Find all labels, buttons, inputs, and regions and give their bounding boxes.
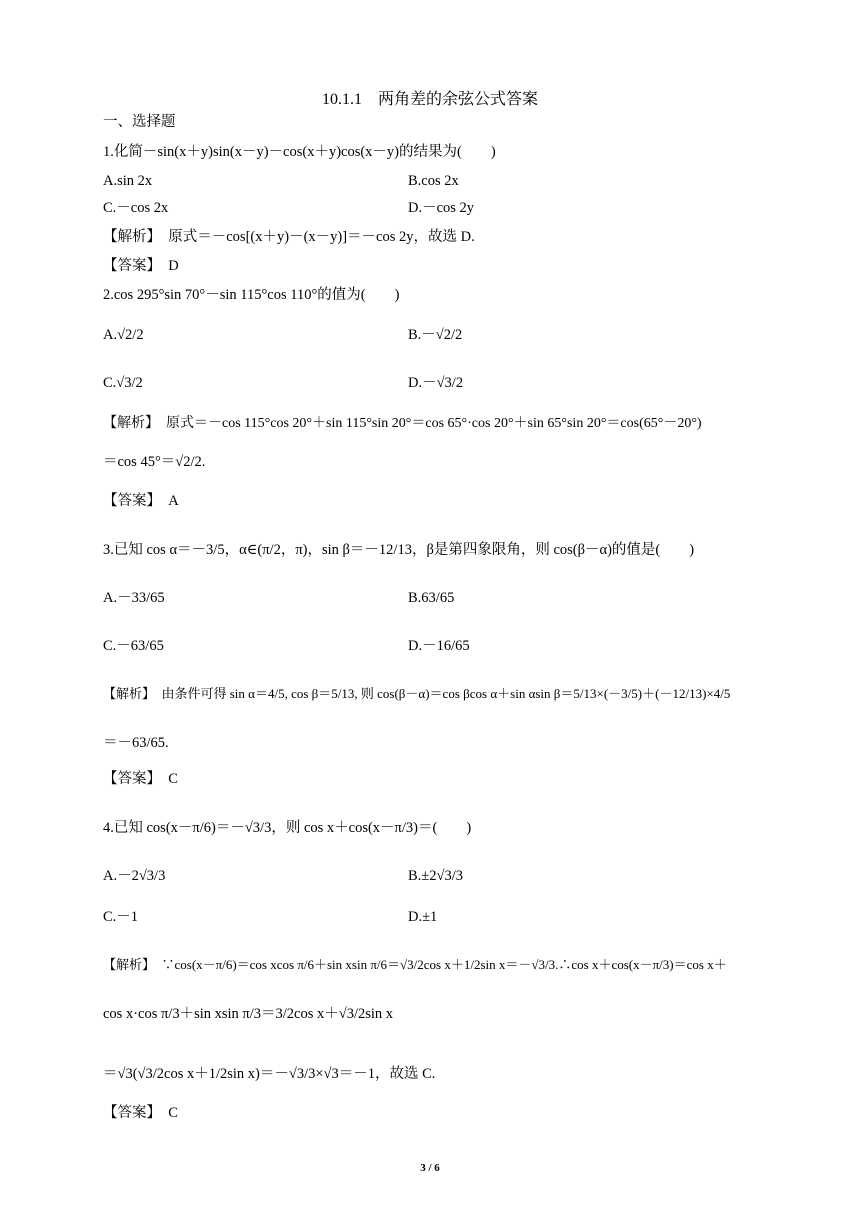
q2-analysis-line2: ＝cos 45°＝√2/2. (103, 454, 206, 470)
q2-answer: 【答案】 A (103, 493, 179, 509)
page-number: 3 / 6 (420, 1162, 440, 1174)
q2-stem: 2.cos 295°sin 70°－sin 115°cos 110°的值为( ) (103, 287, 400, 303)
page-title: 10.1.1 两角差的余弦公式答案 (321, 91, 538, 108)
q4-answer: 【答案】 C (103, 1105, 178, 1121)
q1-answer: 【答案】 D (103, 258, 179, 274)
q2-option-a: A.√2/2 (103, 327, 144, 343)
q4-option-d: D.±1 (408, 909, 438, 925)
q3-option-c: C.－63/65 (103, 638, 164, 654)
q4-analysis-line1: 【解析】 ∵cos(x－π/6)＝cos xcos π/6＋sin xsin π/6＝√3/2cos x＋1/2sin x＝－√3/3.∴cos x＋cos(x－π/3)＝cos x＋ (103, 957, 727, 972)
q2-option-c: C.√3/2 (103, 375, 143, 391)
section-heading: 一、选择题 (103, 114, 176, 130)
q3-option-b: B.63/65 (408, 590, 455, 606)
q4-option-b: B.±2√3/3 (408, 868, 463, 884)
q3-analysis-line1: 【解析】 由条件可得 sin α＝4/5, cos β＝5/13, 则 cos(β－α)＝cos βcos α＋sin αsin β＝5/13×(－3/5)＋(－12/13)×4/5 (103, 686, 731, 701)
q3-option-a: A.－33/65 (103, 590, 165, 606)
q2-option-b: B.－√2/2 (408, 327, 463, 343)
q1-analysis: 【解析】 原式＝－cos[(x＋y)－(x－y)]＝－cos 2y，故选 D. (103, 229, 475, 245)
q4-option-a: A.－2√3/3 (103, 868, 166, 884)
q3-analysis-line2: ＝－63/65. (103, 735, 169, 751)
q3-answer: 【答案】 C (103, 771, 178, 787)
q1-option-d: D.－cos 2y (408, 200, 475, 216)
q2-analysis-line1: 【解析】 原式＝－cos 115°cos 20°＋sin 115°sin 20°＝cos 65°·cos 20°＋sin 65°sin 20°＝cos(65°－20°) (103, 416, 702, 431)
q1-stem: 1.化简－sin(x＋y)sin(x－y)－cos(x＋y)cos(x－y)的结果为( ) (103, 144, 496, 160)
q2-option-d: D.－√3/2 (408, 375, 464, 391)
q4-stem: 4.已知 cos(x－π/6)＝－√3/3，则 cos x＋cos(x－π/3)＝( ) (103, 820, 472, 836)
q1-option-b: B.cos 2x (408, 173, 459, 189)
q4-option-c: C.－1 (103, 909, 139, 925)
q4-analysis-line3: ＝√3(√3/2cos x＋1/2sin x)＝－√3/3×√3＝－1，故选 C. (103, 1066, 436, 1082)
q4-analysis-line2: cos x·cos π/3＋sin xsin π/3＝3/2cos x＋√3/2sin x (103, 1006, 394, 1022)
q3-stem: 3.已知 cos α＝－3/5，α∈(π/2，π)，sin β＝－12/13，β是第四象限角，则 cos(β－α)的值是( ) (103, 542, 695, 558)
q1-option-a: A.sin 2x (103, 173, 153, 189)
q1-option-c: C.－cos 2x (103, 200, 169, 216)
q3-option-d: D.－16/65 (408, 638, 470, 654)
